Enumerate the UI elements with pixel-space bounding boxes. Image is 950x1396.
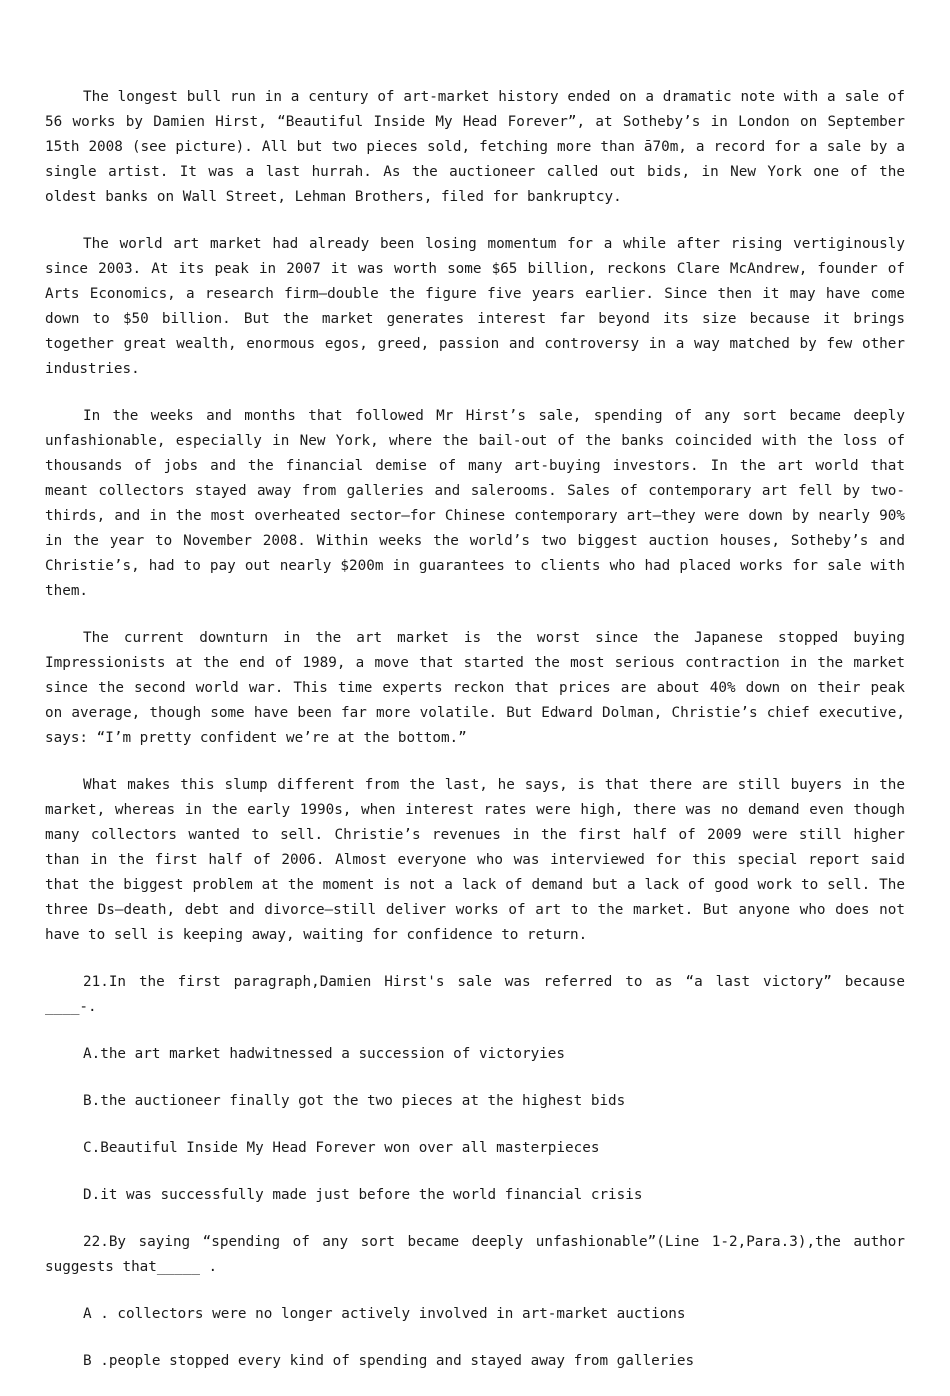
question-22-option-b: B .people stopped every kind of spending and stayed away from galleries (83, 1353, 695, 1369)
question-21-stem: 21.In the first paragraph,Damien Hirst's sale was referred to as “a last victory” because ____-. (45, 974, 905, 1015)
passage-paragraph-3: In the weeks and months that followed Mr Hirst’s sale, spending of any sort became deeply unfashionable, especially in New York, where the bail-out of the banks coincided with the loss of thousands of jobs and the financial demise of many art-buying investors. In the art world that meant collectors stayed away from galleries and salerooms. Sales of contemporary art fell by two-thirds, and in the most overheated sector—for Chinese contemporary art—they were down by nearly 90% in the year to November 2008. Within weeks the world’s two biggest auction houses, Sotheby’s and Christie’s, had to pay out nearly $200m in guarantees to clients who had placed works for sale with them. (45, 408, 905, 599)
question-21-option-d: D.it was successfully made just before the world financial crisis (83, 1187, 643, 1203)
passage-paragraph-1: The longest bull run in a century of art-market history ended on a dramatic note with a sale of 56 works by Damien Hirst, “Beautiful Inside My Head Forever”, at Sotheby’s in London on September 15th 2008 (see picture). All but two pieces sold, fetching more than ā70m, a record for a sale by a single artist. It was a last hurrah. As the auctioneer called out bids, in New York one of the oldest banks on Wall Street, Lehman Brothers, filed for bankruptcy. (45, 89, 905, 205)
question-21-option-b: B.the auctioneer finally got the two pieces at the highest bids (83, 1093, 626, 1109)
question-22-option-a: A . collectors were no longer actively involved in art-market auctions (83, 1306, 686, 1322)
passage-paragraph-5: What makes this slump different from the last, he says, is that there are still buyers in the market, whereas in the early 1990s, when interest rates were high, there was no demand even though many collectors wanted to sell. Christie’s revenues in the first half of 2009 were still higher than in the first half of 2006. Almost everyone who was interviewed for this special report said that the biggest problem at the moment is not a lack of demand but a lack of good work to sell. The three Ds—death, debt and divorce—still deliver works of art to the market. But anyone who does not have to sell is keeping away, waiting for confidence to return. (45, 777, 905, 943)
question-21-option-c: C.Beautiful Inside My Head Forever won over all masterpieces (83, 1140, 600, 1156)
document-page (45, 85, 905, 1396)
passage-paragraph-2: The world art market had already been losing momentum for a while after rising vertiginously since 2003. At its peak in 2007 it was worth some $65 billion, reckons Clare McAndrew, founder of Arts Economics, a research firm—double the figure five years earlier. Since then it may have come down to $50 billion. But the market generates interest far beyond its size because it brings together great wealth, enormous egos, greed, passion and controversy in a way matched by few other industries. (45, 236, 905, 377)
question-22-stem: 22.By saying “spending of any sort became deeply unfashionable”(Line 1-2,Para.3),the author suggests that_____ . (45, 1234, 905, 1275)
question-21-option-a: A.the art market hadwitnessed a succession of victoryies (83, 1046, 566, 1062)
passage-paragraph-4: The current downturn in the art market is the worst since the Japanese stopped buying Impressionists at the end of 1989, a move that started the most serious contraction in the market since the second world war. This time experts reckon that prices are about 40% down on their peak on average, though some have been far more volatile. But Edward Dolman, Christie’s chief executive, says: “I’m pretty confident we’re at the bottom.” (45, 630, 905, 746)
